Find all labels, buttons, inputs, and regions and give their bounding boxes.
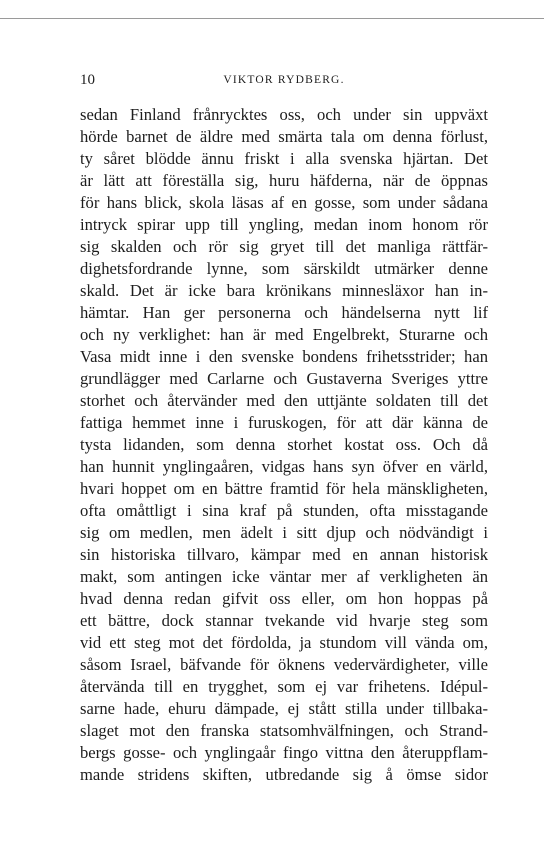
text-line: Vasa midt inne i den svenske bondens frihetsstrider; han <box>80 347 488 366</box>
text-line: hvad denna redan gifvit oss eller, om hon hoppas på <box>80 589 488 608</box>
text-line: skald. Det är icke bara krönikans minnesläxor han in- <box>80 281 488 300</box>
text-line: mande stridens skiften, utbredande sig å ömse sidor <box>80 765 488 784</box>
text-line: sig om medlen, men ädelt i sitt djup och nödvändigt i <box>80 523 488 542</box>
body-text <box>80 104 488 786</box>
text-line: ofta omåttligt i sina kraf på stunden, ofta misstagande <box>80 501 488 520</box>
page-number: 10 <box>80 72 95 88</box>
text-line: dighetsfordrande lynne, som särskildt utmärker denne <box>80 259 488 278</box>
text-line: grundlägger med Carlarne och Gustaverna Sveriges yttre <box>80 369 488 388</box>
text-line: tysta lidanden, som denna storhet kostat oss. Och då <box>80 435 488 454</box>
text-line: för hans blick, skola läsas af en gosse, som under sådana <box>80 193 488 212</box>
text-line: hörde barnet de äldre med smärta tala om denna förlust, <box>80 127 488 146</box>
text-line: vid ett steg mot det fördolda, ja stundom vill vända om, <box>80 633 488 652</box>
top-rule <box>0 18 544 19</box>
text-line: sarne hade, ehuru dämpade, ej stått stilla under tillbaka- <box>80 699 488 718</box>
text-line: ett bättre, dock stannar tvekande vid hvarje steg som <box>80 611 488 630</box>
text-line: han hunnit ynglingaåren, vidgas hans syn öfver en värld, <box>80 457 488 476</box>
text-line: intryck spirar upp till yngling, medan inom honom rör <box>80 215 488 234</box>
text-line: är lätt att föreställa sig, huru häfderna, när de öppnas <box>80 171 488 190</box>
text-line: hvari hoppet om en bättre framtid för hela mänskligheten, <box>80 479 488 498</box>
text-line: såsom Israel, bäfvande för öknens vedervärdigheter, ville <box>80 655 488 674</box>
text-line: storhet och återvänder med den uttjänte soldaten till det <box>80 391 488 410</box>
text-line: sin historiska tillvaro, kämpar med en annan historisk <box>80 545 488 564</box>
text-line: sig skalden och rör sig gryet till det manliga rättfär- <box>80 237 488 256</box>
text-line: hämtar. Han ger personerna och händelserna nytt lif <box>80 303 488 322</box>
running-title: VIKTOR RYDBERG. <box>223 74 345 86</box>
text-line: ty såret blödde ännu friskt i alla svenska hjärtan. Det <box>80 149 488 168</box>
text-line: och ny verklighet: han är med Engelbrekt, Sturarne och <box>80 325 488 344</box>
text-line: återvända till en trygghet, som ej var frihetens. Idépul- <box>80 677 488 696</box>
page-header <box>80 72 488 90</box>
text-line: sedan Finland frånrycktes oss, och under sin uppväxt <box>80 105 488 124</box>
text-line: slaget mot den franska statsomhvälfningen, och Strand- <box>80 721 488 740</box>
text-line: bergs gosse- och ynglingaår fingo vittna den återuppflam- <box>80 743 488 762</box>
text-line: makt, som antingen icke väntar mer af verkligheten än <box>80 567 488 586</box>
text-line: fattiga hemmet inne i furuskogen, för att där känna de <box>80 413 488 432</box>
